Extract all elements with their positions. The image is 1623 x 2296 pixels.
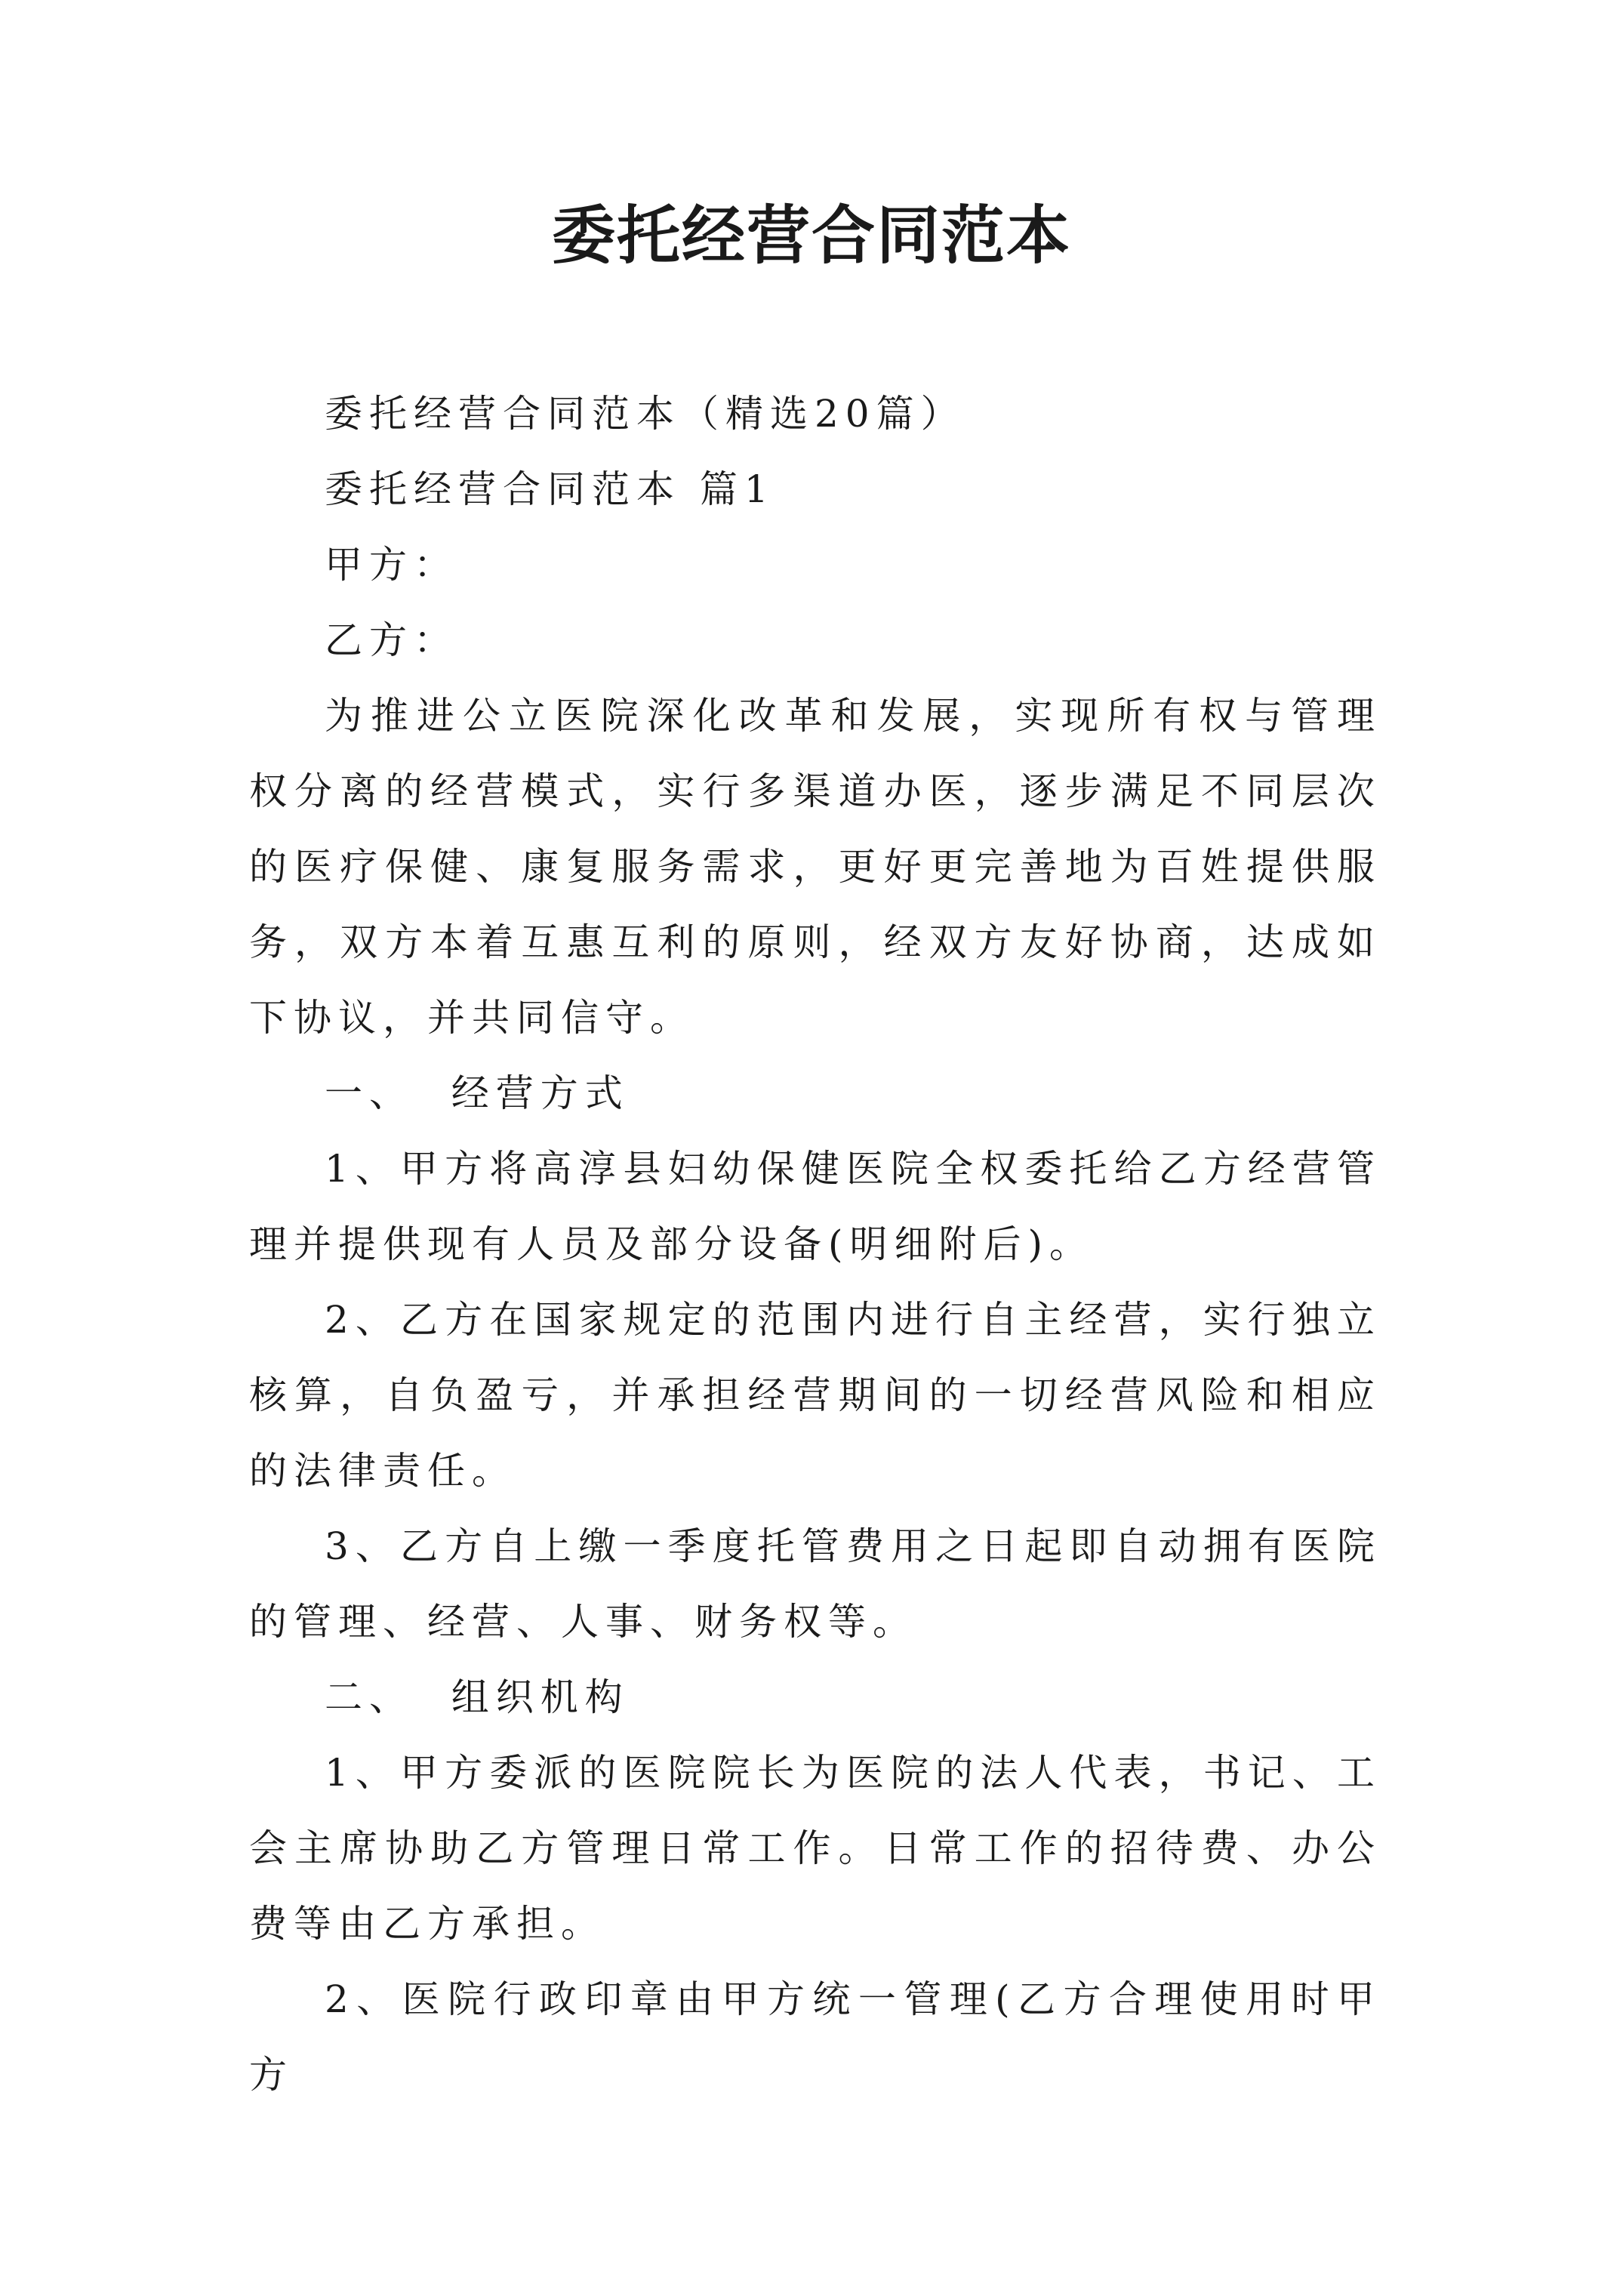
document-body — [249, 376, 1381, 2113]
heading-operation-mode: 一、 经营方式 — [325, 1071, 630, 1115]
document-title: 委托经营合同范本 — [551, 198, 1071, 273]
paragraph-preamble: 为推进公立医院深化改革和发展，实现所有权与管理权分离的经营模式，实行多渠道办医，逐步满足不同层次的医疗保健、康复服务需求，更好更完善地为百姓提供服务，双方本着互惠互利的原则，经双方友好协商，达成如下协议，并共同信守。 — [249, 694, 1381, 1040]
clause-2-2: 2、医院行政印章由甲方统一管理(乙方合理使用时甲方 — [249, 1977, 1381, 2097]
paragraph-section-title: 委托经营合同范本 篇1 — [325, 467, 775, 511]
clause-2-1: 1、甲方委派的医院院长为医院的法人代表，书记、工会主席协助乙方管理日常工作。日常工作的招待费、办公费等由乙方承担。 — [249, 1751, 1381, 1946]
paragraph-collection-title: 委托经营合同范本（精选20篇） — [325, 392, 965, 436]
heading-organization: 二、 组织机构 — [325, 1675, 630, 1719]
paragraph-party-a: 甲方： — [325, 543, 458, 587]
clause-1-2: 2、乙方在国家规定的范围内进行自主经营，实行独立核算，自负盈亏，并承担经营期间的一切经营风险和相应的法律责任。 — [249, 1298, 1381, 1493]
clause-1-1: 1、甲方将高淳县妇幼保健医院全权委托给乙方经营管理并提供现有人员及部分设备(明细附后)。 — [249, 1147, 1381, 1266]
clause-1-3: 3、乙方自上缴一季度托管费用之日起即自动拥有医院的管理、经营、人事、财务权等。 — [249, 1524, 1381, 1644]
paragraph-party-b: 乙方： — [325, 618, 458, 662]
